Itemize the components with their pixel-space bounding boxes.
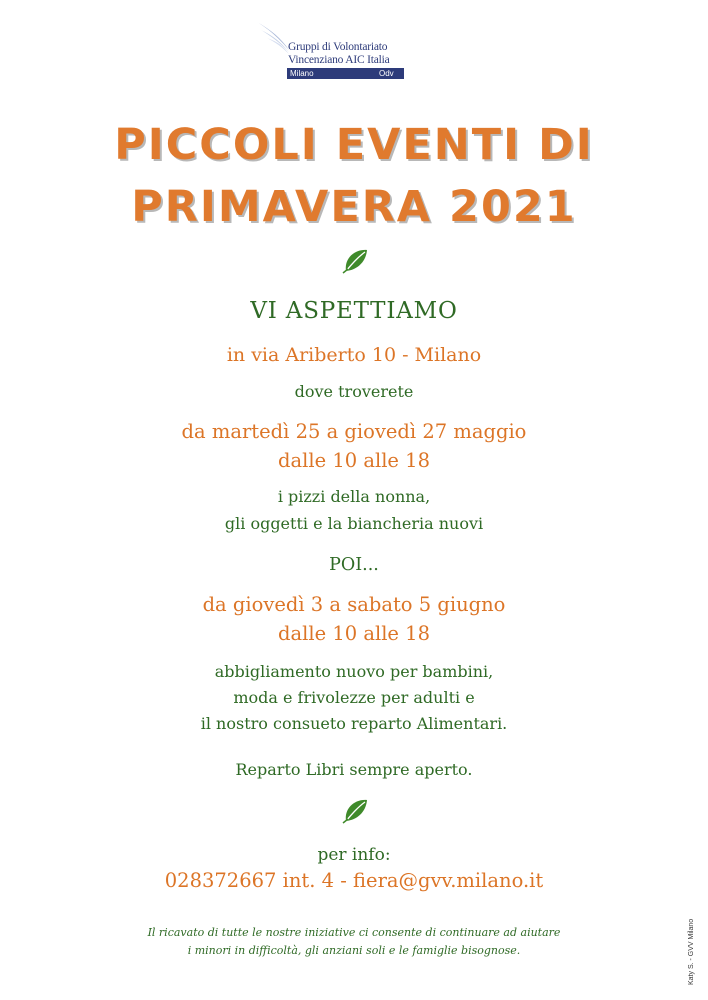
poi-line: POI... [329, 555, 379, 575]
second-event-items-line3: il nostro consueto reparto Alimentari. [200, 714, 508, 733]
first-event-dates: da martedì 25 a giovedì 27 maggio [181, 420, 527, 443]
footer-line1: Il ricavato di tutte le nostre iniziative ci consente di continuare ad aiutare [147, 926, 561, 939]
first-event-items-line1: i pizzi della nonna, [277, 487, 431, 506]
leaf-icon [340, 245, 370, 275]
leaf-icon [340, 795, 370, 825]
logo-tag: Odv [379, 69, 394, 78]
second-event-hours: dalle 10 alle 18 [278, 622, 430, 645]
second-event-dates: da giovedì 3 a sabato 5 giugno [202, 593, 506, 616]
first-event-hours: dalle 10 alle 18 [278, 449, 430, 472]
title-line2: PRIMAVERA 2021 [131, 182, 577, 232]
author-credit: Katy S. - GVV Milano [688, 918, 695, 985]
footer-line2: i minori in difficoltà, gli anziani soli e le famiglie bisognose. [187, 944, 521, 957]
contact-line: 028372667 int. 4 - fiera@gvv.milano.it [164, 869, 544, 892]
logo-text-line1: Gruppi di Volontariato [288, 41, 388, 53]
address-line: in via Ariberto 10 - Milano [226, 344, 482, 366]
second-event-items-line2: moda e frivolezze per adulti e [233, 688, 475, 707]
organization-logo [255, 20, 405, 82]
title-line1: PICCOLI EVENTI DI [114, 120, 594, 170]
books-line: Reparto Libri sempre aperto. [235, 760, 473, 779]
second-event-items-line1: abbigliamento nuovo per bambini, [214, 662, 494, 681]
aspettiamo-heading: VI ASPETTIAMO [250, 298, 458, 324]
logo-text-line2: Vincenziano AIC Italia [288, 54, 390, 66]
logo-city: Milano [290, 69, 314, 78]
first-event-items-line2: gli oggetti e la biancheria nuovi [224, 514, 484, 533]
dove-line: dove troverete [294, 382, 414, 401]
info-label: per info: [317, 845, 391, 865]
